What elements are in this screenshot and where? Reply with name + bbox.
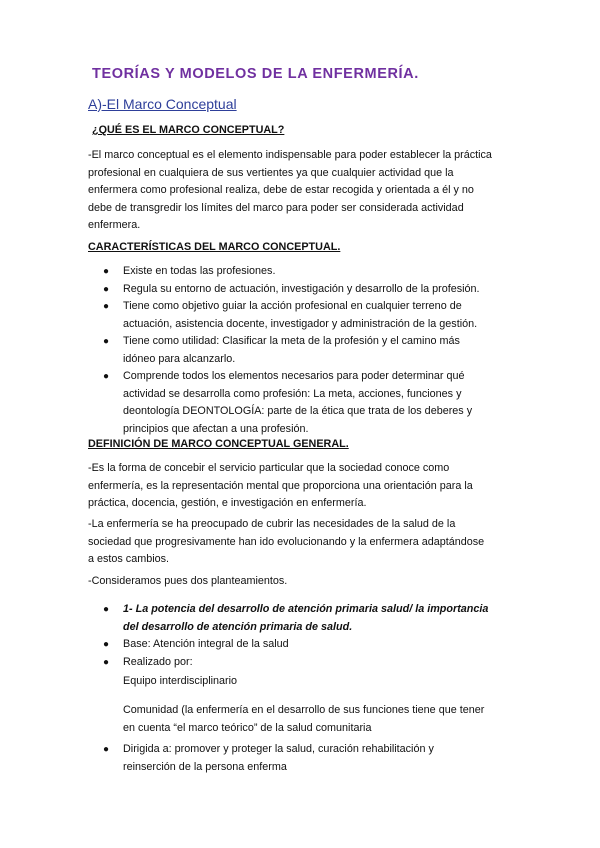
planteamientos-list: [88, 601, 528, 671]
list-item: ● Realizado por:: [103, 655, 193, 668]
list-item: ● Base: Atención integral de la salud: [103, 638, 289, 650]
heading-definicion: DEFINICIÓN DE MARCO CONCEPTUAL GENERAL.: [88, 438, 349, 450]
list-item: ● Regula su entorno de actuación, investigación y desarrollo de la profesión.: [103, 282, 480, 295]
comunidad-text: Comunidad (la enfermería en el desarrollo de sus funciones tiene que tener en cuenta “el marco teórico” de la salud comunitaria: [123, 704, 485, 734]
list-item: ● 1- La potencia del desarrollo de atención primaria salud/ la importancia del desarrollo de atención primaria de salud.: [103, 603, 489, 633]
paragraph-definicion-2: -La enfermería se ha preocupado de cubrir las necesidades de la salud de la sociedad que progresivamente han ido evolucionando y la enfermera adaptándose a estos cambios.: [88, 518, 485, 565]
equipo-text: Equipo interdisciplinario: [123, 675, 238, 687]
dirigida-list: [88, 741, 528, 776]
list-item: ● Tiene como objetivo guiar la acción profesional en cualquier terreno de actuación, asistencia docente, investigador y administración de la gestión.: [103, 300, 478, 330]
list-item: ● Comprende todos los elementos necesarios para poder determinar qué actividad se desarrolla como profesión: La meta, acciones, funciones y deontología DEONTOLOGÍA: parte de la ética que trata de los deberes y principios que afectan a una profesión.: [103, 370, 473, 435]
paragraph-definicion-1: -Es la forma de concebir el servicio particular que la sociedad conoce como enfermería, es la representación mental que proporciona una orientación para la práctica, docencia, gestión, e investigación en enfermería.: [88, 462, 473, 509]
caracteristicas-list: [88, 263, 528, 438]
heading-caracteristicas: CARACTERÍSTICAS DEL MARCO CONCEPTUAL.: [88, 241, 341, 253]
paragraph-que-es: -El marco conceptual es el elemento indispensable para poder establecer la práctica profesional en cualquiera de sus vertientes ya que cualquier actividad que la enfermera como profesional realiza, debe de estar recogida y orientada a él y no debe de transgredir los límites del marco para poder ser considerada actividad enfermera.: [88, 149, 492, 231]
list-item: ● Dirigida a: promover y proteger la salud, curación rehabilitación y reinserción de la persona enferma: [103, 743, 434, 773]
paragraph-planteamientos: -Consideramos pues dos planteamientos.: [88, 575, 288, 587]
list-item: ● Existe en todas las profesiones.: [103, 265, 276, 277]
document-title: TEORÍAS Y MODELOS DE LA ENFERMERÍA.: [92, 66, 419, 82]
heading-que-es: ¿QUÉ ES EL MARCO CONCEPTUAL?: [92, 124, 285, 136]
list-item: ● Tiene como utilidad: Clasificar la meta de la profesión y el camino más idóneo para alcanzarlo.: [103, 335, 460, 365]
section-a-subtitle: A)-El Marco Conceptual: [88, 96, 237, 112]
